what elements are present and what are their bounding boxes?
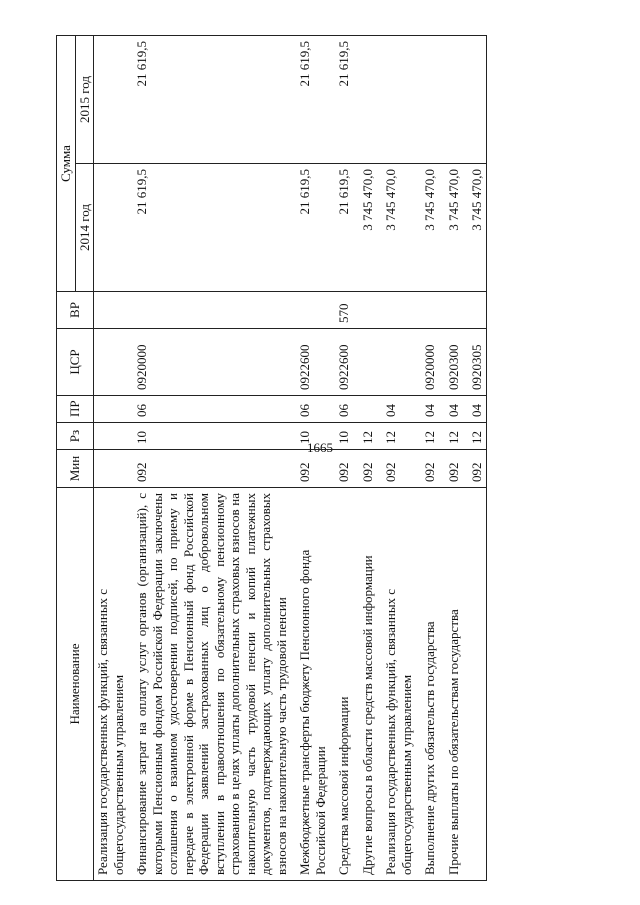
col-header-vr: ВР bbox=[57, 292, 94, 329]
row-sum-2014 bbox=[94, 164, 128, 292]
row-pr: 04 bbox=[439, 396, 463, 423]
row-rz: 12 bbox=[376, 423, 415, 450]
row-name bbox=[462, 488, 486, 881]
row-pr: 04 bbox=[376, 396, 415, 423]
row-sum-2015 bbox=[439, 36, 463, 164]
row-sum-2015 bbox=[415, 36, 439, 164]
row-vr bbox=[94, 292, 128, 329]
row-csr: 0920300 bbox=[439, 329, 463, 396]
row-name: Выполнение других обязательств государства bbox=[415, 488, 439, 881]
row-min: 092 bbox=[127, 450, 290, 488]
row-sum-2015 bbox=[94, 36, 128, 164]
row-pr: 04 bbox=[415, 396, 439, 423]
row-pr: 04 bbox=[462, 396, 486, 423]
row-sum-2014: 3 745 470,0 bbox=[462, 164, 486, 292]
row-sum-2014: 3 745 470,0 bbox=[439, 164, 463, 292]
row-name: Реализация государственных функций, связанных с общегосударственным управлением bbox=[376, 488, 415, 881]
header-row bbox=[57, 36, 76, 881]
row-name: Финансирование затрат на оплату услуг органов (организаций), с которыми Пенсионным фондом Российской Федерации заключены соглашения о взаимном удостоверении подписей, по приему и передаче в электронной форме в Пенсионный фонд Российской Федерации заявлений застрахованных лиц о добровольном вступлении в правоотношения по обязательному пенсионному страхованию в целях уплаты дополнительных страховых взносов на накопительную часть трудовой пенсии и копий платежных документов, подтверждающих уплату дополнительных страховых взносов на накопительную часть трудовой пенсии bbox=[127, 488, 290, 881]
row-csr bbox=[353, 329, 377, 396]
row-sum-2015: 21 619,5 bbox=[290, 36, 329, 164]
col-header-name: Наименование bbox=[57, 488, 94, 881]
col-header-2015: 2015 год bbox=[75, 36, 94, 164]
table-row bbox=[94, 36, 128, 881]
row-vr bbox=[462, 292, 486, 329]
row-vr bbox=[439, 292, 463, 329]
row-sum-2015 bbox=[462, 36, 486, 164]
row-vr bbox=[290, 292, 329, 329]
row-sum-2014: 3 745 470,0 bbox=[376, 164, 415, 292]
row-csr: 0922600 bbox=[290, 329, 329, 396]
budget-table bbox=[56, 35, 487, 881]
col-header-csr: ЦСР bbox=[57, 329, 94, 396]
row-sum-2014: 3 745 470,0 bbox=[353, 164, 377, 292]
table-row bbox=[376, 36, 415, 881]
row-name: Прочие выплаты по обязательствам государства bbox=[439, 488, 463, 881]
row-rz: 12 bbox=[353, 423, 377, 450]
col-header-pr: ПР bbox=[57, 396, 94, 423]
row-vr bbox=[376, 292, 415, 329]
row-csr: 0920000 bbox=[127, 329, 290, 396]
row-sum-2015: 21 619,5 bbox=[329, 36, 353, 164]
row-name: Средства массовой информации bbox=[329, 488, 353, 881]
row-sum-2014: 21 619,5 bbox=[329, 164, 353, 292]
row-pr bbox=[94, 396, 128, 423]
table-row bbox=[290, 36, 329, 881]
row-vr bbox=[127, 292, 290, 329]
row-min: 092 bbox=[439, 450, 463, 488]
row-name: Межбюджетные трансферты бюджету Пенсионного фонда Российской Федерации bbox=[290, 488, 329, 881]
table-row bbox=[439, 36, 463, 881]
row-pr: 06 bbox=[127, 396, 290, 423]
row-csr bbox=[376, 329, 415, 396]
table-row bbox=[462, 36, 486, 881]
row-name: Реализация государственных функций, связанных с общегосударственным управлением bbox=[94, 488, 128, 881]
row-pr: 06 bbox=[290, 396, 329, 423]
row-name: Другие вопросы в области средств массовой информации bbox=[353, 488, 377, 881]
row-csr: 0922600 bbox=[329, 329, 353, 396]
row-pr bbox=[353, 396, 377, 423]
col-header-2014: 2014 год bbox=[75, 164, 94, 292]
row-vr bbox=[415, 292, 439, 329]
col-header-rz: Рз bbox=[57, 423, 94, 450]
row-min bbox=[94, 450, 128, 488]
page-number: 1665 bbox=[307, 440, 333, 455]
row-sum-2014: 21 619,5 bbox=[127, 164, 290, 292]
row-sum-2015 bbox=[376, 36, 415, 164]
row-min: 092 bbox=[290, 450, 329, 488]
col-header-sum: Сумма bbox=[57, 36, 76, 292]
table-row bbox=[415, 36, 439, 881]
row-min: 092 bbox=[376, 450, 415, 488]
table-row bbox=[329, 36, 353, 881]
row-sum-2015: 21 619,5 bbox=[127, 36, 290, 164]
table-row bbox=[353, 36, 377, 881]
row-sum-2015 bbox=[353, 36, 377, 164]
col-header-min: Мин bbox=[57, 450, 94, 488]
row-rz: 12 bbox=[415, 423, 439, 450]
row-vr: 570 bbox=[329, 292, 353, 329]
table-row bbox=[127, 36, 290, 881]
row-rz: 10 bbox=[127, 423, 290, 450]
row-sum-2014: 3 745 470,0 bbox=[415, 164, 439, 292]
row-min: 092 bbox=[415, 450, 439, 488]
row-csr bbox=[94, 329, 128, 396]
row-min: 092 bbox=[353, 450, 377, 488]
row-rz: 10 bbox=[290, 423, 329, 450]
row-csr: 0920305 bbox=[462, 329, 486, 396]
row-rz: 12 bbox=[462, 423, 486, 450]
row-vr bbox=[353, 292, 377, 329]
row-rz: 10 bbox=[329, 423, 353, 450]
row-min: 092 bbox=[462, 450, 486, 488]
row-csr: 0920000 bbox=[415, 329, 439, 396]
row-pr: 06 bbox=[329, 396, 353, 423]
row-rz bbox=[94, 423, 128, 450]
row-rz: 12 bbox=[439, 423, 463, 450]
row-sum-2014: 21 619,5 bbox=[290, 164, 329, 292]
row-min: 092 bbox=[329, 450, 353, 488]
